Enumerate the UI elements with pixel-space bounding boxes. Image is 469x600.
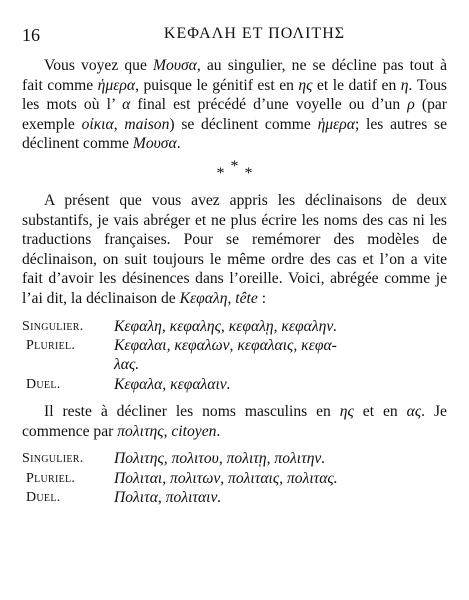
declension-row-plural [22, 336, 447, 375]
greek-word: πολιτης [117, 422, 164, 440]
number-label: Singulier. [22, 451, 84, 467]
asterisk-glyph: * [230, 157, 239, 175]
number-label: Singulier. [22, 318, 84, 334]
number-label: Duel. [26, 376, 61, 392]
declension-forms: Κεφαλη, κεφαλης, κεφαλῃ, κεφαλην. [114, 317, 338, 335]
greek-ending: ης [339, 403, 354, 421]
greek-letter: ρ [407, 96, 415, 114]
declension-table-kephale [22, 317, 447, 395]
number-label: Duel. [26, 490, 61, 506]
declension-row-dual [22, 375, 447, 394]
french-gloss: tête [235, 289, 258, 307]
greek-ending: η [400, 76, 409, 94]
asterisk-glyph: * [244, 164, 253, 182]
greek-word: ἡμερα [97, 76, 136, 94]
declension-forms: Κεφαλα, κεφαλαιν. [114, 375, 231, 393]
declension-row-dual [22, 488, 447, 507]
greek-word: Μουσα [132, 135, 177, 153]
declension-table-polites [22, 449, 447, 507]
paragraph-masculine-intro: Il reste à décliner les noms masculins en ης et en ας. Je commence par πολιτης, citoyen. [22, 403, 447, 440]
number-label: Pluriel. [26, 470, 76, 486]
greek-ending: ας [406, 403, 422, 421]
declension-forms: Πολιται, πολιτων, πολιταις, πολιτας. [114, 469, 338, 487]
greek-word: οἰκια [81, 115, 114, 133]
greek-word: ἡμερα [317, 115, 355, 133]
declension-forms: Πολιτα, πολιταιν. [114, 489, 222, 507]
greek-ending: ης [298, 76, 313, 94]
declension-forms: Πολιτης, πολιτου, πολιτῃ, πολιτην. [114, 450, 326, 468]
number-label: Pluriel. [26, 337, 76, 353]
french-gloss: maison [124, 115, 170, 133]
page-header [22, 22, 447, 50]
running-title: ΚΕΦΑΛΗ ΕΤ ΠΟΛΙΤΗΣ [163, 25, 346, 42]
declension-row-plural [22, 469, 447, 488]
declension-row-singular [22, 317, 447, 336]
asterism-separator [22, 157, 447, 182]
french-gloss: citoyen [171, 422, 217, 440]
greek-word: Κεφαλη [179, 289, 228, 307]
page-number: 16 [22, 25, 40, 45]
paragraph-declension-remark: Vous voyez que Μουσα, au singulier, ne se décline pas tout à fait comme ἡμερα, puisque le génitif est en ης et le datif en η. Tous les mots où l’ α final est précédé d’une voyelle ou d’un ρ (par exemple οἰκια, maison) se déclinent comme ἡμερα; les autres se déclinent comme Μουσα. [22, 57, 448, 153]
greek-letter: α [122, 96, 131, 114]
greek-word: Μουσα [153, 57, 197, 74]
declension-row-singular [22, 449, 447, 468]
paragraph-abbreviation-intro: A présent que vous avez appris les déclinaisons de deux substantifs, je vais abréger et ne plus écrire les noms des cas ni les traductions françaises. Pour se remémorer des modèles de déclinaison, on suit toujours le même ordre des cas et l’on a vite fait d’avoir les désinences dans l’oreille. Voici, abrégée comme je l’ai dit, la déclinaison de Κεφαλη, tête : [22, 191, 447, 307]
declension-forms: Κεφαλαι, κεφαλων, κεφαλαις, κεφα- λας. [114, 336, 337, 374]
asterisk-glyph: * [216, 164, 225, 182]
